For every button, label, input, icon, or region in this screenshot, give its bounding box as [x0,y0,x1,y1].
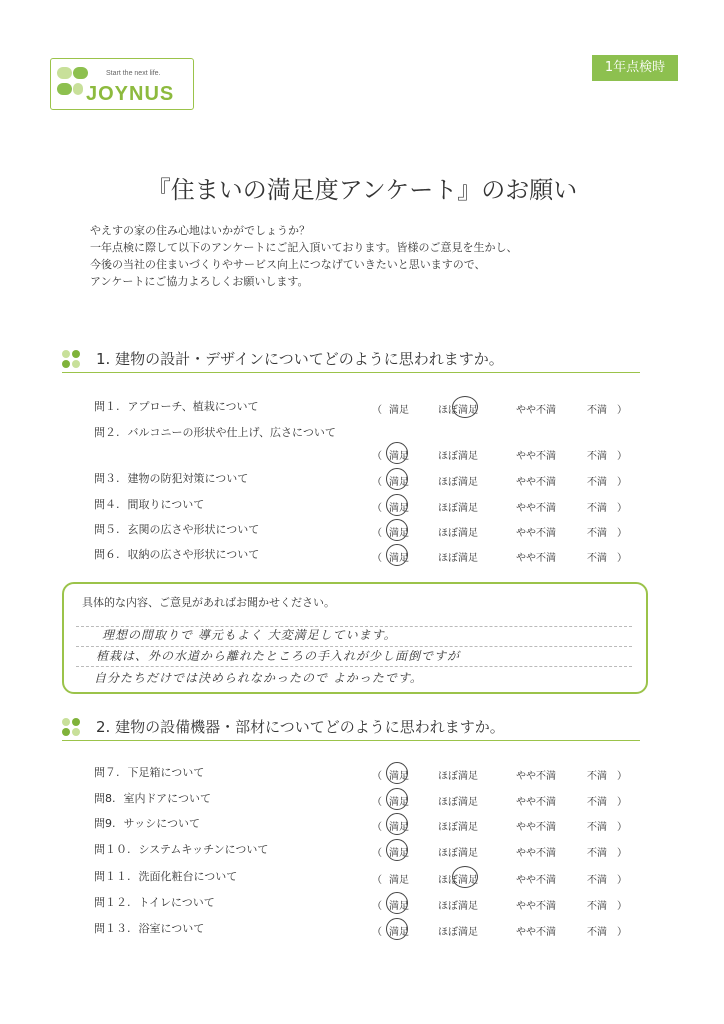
intro-text [90,222,517,290]
option-satisfied[interactable]: 満足 [389,901,409,912]
paren-close: ） [617,901,627,912]
paren-open: （ [372,503,382,514]
option-dissatisfied[interactable]: 不満 [587,927,607,938]
answer-circle-mark [386,892,408,914]
inspection-badge: 1年点検時 [592,55,678,81]
option-satisfied[interactable]: 満足 [389,875,409,886]
option-somewhat-dissatisfied[interactable]: やや不満 [516,405,556,416]
question-number: 問４. [94,498,120,511]
option-dissatisfied[interactable]: 不満 [587,771,607,782]
company-logo [50,58,194,110]
answer-circle-mark [386,494,408,516]
intro-line: アンケートにご協力よろしくお願いします。 [90,275,309,288]
paren-close: ） [617,528,627,539]
option-somewhat-dissatisfied[interactable]: やや不満 [516,822,556,833]
paren-close: ） [617,503,627,514]
handwritten-comment-line: 植栽は、外の水道から離れたところの手入れが少し面倒ですが [96,649,461,663]
logo-mark-icon [57,83,72,95]
option-satisfied[interactable]: 満足 [389,405,409,416]
option-dissatisfied[interactable]: 不満 [587,528,607,539]
question-number: 問9. [94,817,116,830]
paren-open: （ [372,875,382,886]
question-label: 下足箱について [127,766,205,779]
question-number: 問６. [94,548,120,561]
option-dissatisfied[interactable]: 不満 [587,553,607,564]
logo-tagline: Start the next life. [106,70,161,77]
logo-mark-icon [73,67,88,79]
question-number: 問１１. [94,870,131,883]
paren-close: ） [617,771,627,782]
question-row [94,424,336,440]
paren-open: （ [372,405,382,416]
option-mostly-satisfied[interactable]: ほぼ満足 [438,528,478,539]
paren-close: ） [617,477,627,488]
option-mostly-satisfied[interactable]: ほぼ満足 [438,405,478,416]
option-somewhat-dissatisfied[interactable]: やや不満 [516,927,556,938]
paren-open: （ [372,528,382,539]
answer-circle-mark [386,442,408,464]
intro-line: やえすの家の住み心地はいかがでしょうか？ [90,224,310,237]
paren-close: ） [617,875,627,886]
option-mostly-satisfied[interactable]: ほぼ満足 [438,822,478,833]
option-mostly-satisfied[interactable]: ほぼ満足 [438,477,478,488]
paren-open: （ [372,927,382,938]
paren-close: ） [617,797,627,808]
option-mostly-satisfied[interactable]: ほぼ満足 [438,771,478,782]
question-number: 問8. [94,792,116,805]
paren-open: （ [372,797,382,808]
option-satisfied[interactable]: 満足 [389,771,409,782]
question-number: 問７. [94,766,120,779]
paren-open: （ [372,848,382,859]
question-number: 問３. [94,472,120,485]
option-somewhat-dissatisfied[interactable]: やや不満 [516,875,556,886]
option-satisfied[interactable]: 満足 [389,503,409,514]
answer-circle-mark [386,788,408,810]
option-satisfied[interactable]: 満足 [389,848,409,859]
question-number: 問１２. [94,896,131,909]
handwritten-comment-line: 理想の間取りで 導元もよく 大変満足しています。 [102,628,397,642]
question-row [94,841,268,857]
option-satisfied[interactable]: 満足 [389,477,409,488]
section-2-title: 2. 建物の設備機器・部材についてどのように思われますか。 [96,718,505,736]
option-somewhat-dissatisfied[interactable]: やや不満 [516,797,556,808]
question-row [94,920,204,936]
logo-mark-icon [73,83,83,95]
option-dissatisfied[interactable]: 不満 [587,477,607,488]
question-row [94,496,204,512]
question-number: 問１３. [94,922,131,935]
question-label: バルコニーの形状や仕上げ、広さについて [127,426,336,439]
question-label: アプローチ、植栽について [127,400,259,413]
option-dissatisfied[interactable]: 不満 [587,451,607,462]
option-satisfied[interactable]: 満足 [389,822,409,833]
option-mostly-satisfied[interactable]: ほぼ満足 [438,553,478,564]
option-mostly-satisfied[interactable]: ほぼ満足 [438,503,478,514]
section-1-heading [62,348,640,373]
answer-circle-mark [386,813,408,835]
option-mostly-satisfied[interactable]: ほぼ満足 [438,875,478,886]
paren-open: （ [372,771,382,782]
intro-line: 一年点検に際して以下のアンケートにご記入頂いております。皆様のご意見を生かし、 [90,241,518,254]
paren-close: ） [617,822,627,833]
option-somewhat-dissatisfied[interactable]: やや不満 [516,901,556,912]
question-label: 洗面化粧台について [138,870,238,883]
paren-open: （ [372,822,382,833]
question-row [94,815,200,831]
question-label: サッシについて [123,817,201,830]
logo-name: JOYNUS [86,83,175,105]
option-somewhat-dissatisfied[interactable]: やや不満 [516,848,556,859]
question-number: 問５. [94,523,120,536]
option-somewhat-dissatisfied[interactable]: やや不満 [516,477,556,488]
option-mostly-satisfied[interactable]: ほぼ満足 [438,848,478,859]
option-somewhat-dissatisfied[interactable]: やや不満 [516,451,556,462]
question-row [94,398,259,414]
option-somewhat-dissatisfied[interactable]: やや不満 [516,771,556,782]
option-satisfied[interactable]: 満足 [389,797,409,808]
paren-close: ） [617,927,627,938]
question-row [94,470,248,486]
option-dissatisfied[interactable]: 不満 [587,797,607,808]
question-row [94,764,204,780]
option-satisfied[interactable]: 満足 [389,927,409,938]
option-dissatisfied[interactable]: 不満 [587,822,607,833]
paren-open: （ [372,553,382,564]
question-row [94,546,259,562]
section-1-title: 1. 建物の設計・デザインについてどのように思われますか。 [96,350,504,368]
question-number: 問１. [94,400,120,413]
question-row [94,790,211,806]
question-label: 玄関の広さや形状について [127,523,260,536]
paren-open: （ [372,901,382,912]
question-number: 問１０. [94,843,131,856]
option-mostly-satisfied[interactable]: ほぼ満足 [438,451,478,462]
option-somewhat-dissatisfied[interactable]: やや不満 [516,528,556,539]
option-dissatisfied[interactable]: 不満 [587,875,607,886]
question-label: 収納の広さや形状について [127,548,260,561]
option-satisfied[interactable]: 満足 [389,553,409,564]
comment-box [62,582,648,694]
page-title: 『住まいの満足度アンケート』のお願い [146,176,578,204]
question-label: 室内ドアについて [123,792,211,805]
option-satisfied[interactable]: 満足 [389,451,409,462]
question-label: システムキッチンについて [138,843,269,856]
handwritten-comment-line: 自分たちだけでは決められなかったので よかったです。 [94,671,423,685]
paren-close: ） [617,451,627,462]
comment-label: 具体的な内容、ご意見があればお聞かせください。 [82,596,335,609]
question-label: 間取りについて [127,498,205,511]
answer-circle-mark [386,544,408,566]
question-number: 問２. [94,426,120,439]
question-row [94,868,237,884]
paren-open: （ [372,451,382,462]
answer-circle-mark [386,918,408,940]
paren-close: ） [617,405,627,416]
paren-close: ） [617,553,627,564]
paren-close: ） [617,848,627,859]
option-mostly-satisfied[interactable]: ほぼ満足 [438,797,478,808]
answer-circle-mark [386,762,408,784]
question-label: 建物の防犯対策について [127,472,249,485]
answer-circle-mark [386,519,408,541]
option-mostly-satisfied[interactable]: ほぼ満足 [438,927,478,938]
bullet-dots-icon [62,718,82,738]
option-dissatisfied[interactable]: 不満 [587,901,607,912]
answer-circle-mark [386,839,408,861]
option-dissatisfied[interactable]: 不満 [587,503,607,514]
option-somewhat-dissatisfied[interactable]: やや不満 [516,553,556,564]
logo-mark-icon [57,67,72,79]
question-label: トイレについて [138,896,215,909]
question-row [94,521,259,537]
paren-open: （ [372,477,382,488]
question-row [94,894,215,910]
question-label: 浴室について [138,922,205,935]
answer-circle-mark [452,866,478,888]
option-somewhat-dissatisfied[interactable]: やや不満 [516,503,556,514]
option-dissatisfied[interactable]: 不満 [587,848,607,859]
option-mostly-satisfied[interactable]: ほぼ満足 [438,901,478,912]
option-dissatisfied[interactable]: 不満 [587,405,607,416]
option-satisfied[interactable]: 満足 [389,528,409,539]
section-2-heading [62,716,640,741]
bullet-dots-icon [62,350,82,370]
intro-line: 今後の当社の住まいづくりやサービス向上につなげていきたいと思いますので、 [90,258,486,271]
answer-circle-mark [386,468,408,490]
answer-circle-mark [452,396,478,418]
